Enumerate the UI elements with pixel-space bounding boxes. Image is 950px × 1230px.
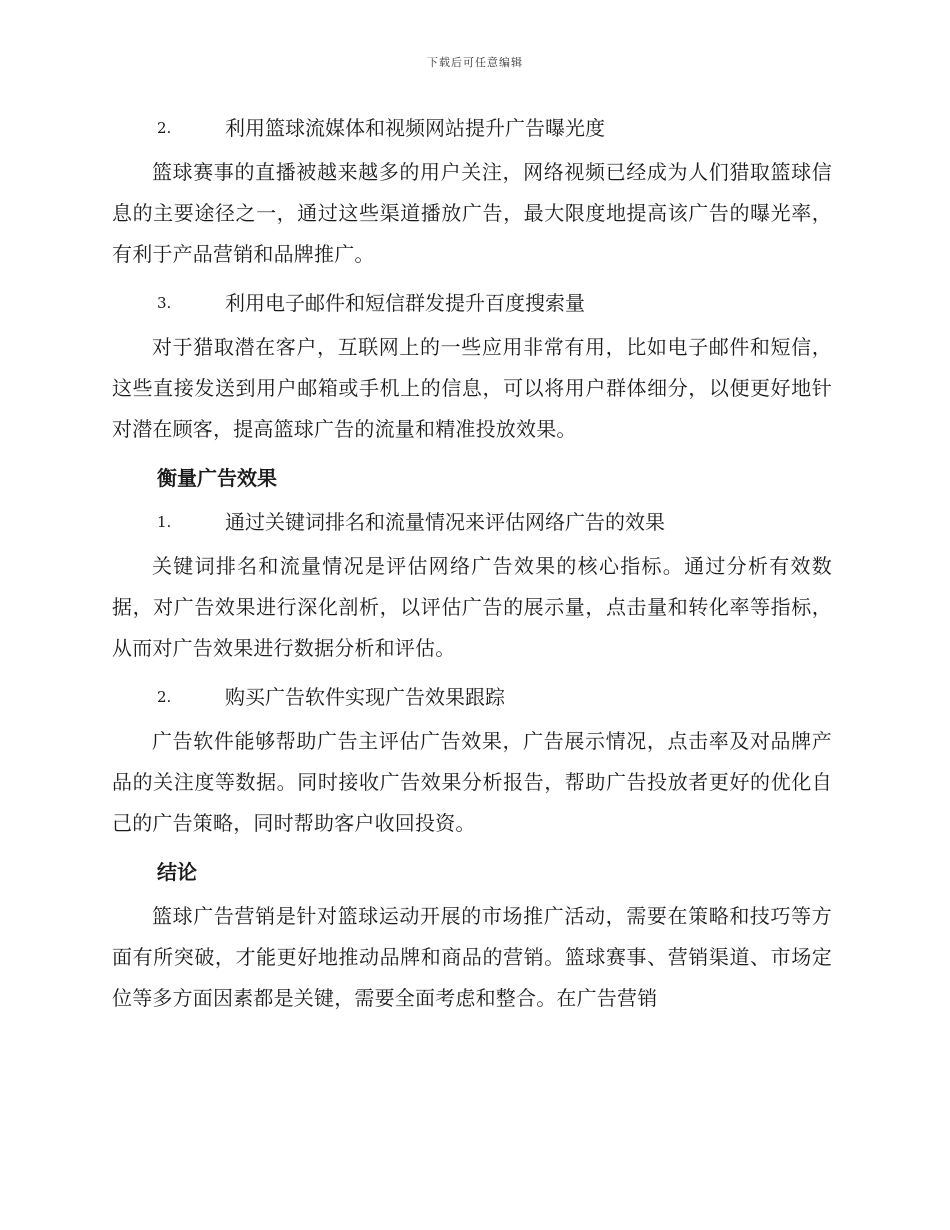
list-text: 通过关键词排名和流量情况来评估网络广告的效果	[225, 510, 665, 534]
paragraph: 对于猎取潜在客户，互联网上的一些应用非常有用，比如电子邮件和短信，这些直接发送到用户邮箱或手机上的信息，可以将用户群体细分，以便更好地针对潜在顾客，提高篮球广告的流量和精准投放效果。	[112, 335, 832, 441]
list-item	[112, 502, 832, 542]
list-item	[112, 108, 832, 148]
list-text: 购买广告软件实现广告效果跟踪	[225, 685, 505, 709]
paragraph: 广告软件能够帮助广告主评估广告效果，广告展示情况，点击率及对品牌产品的关注度等数据。同时接收广告效果分析报告，帮助广告投放者更好的优化自己的广告策略，同时帮助客户收回投资。	[112, 729, 832, 835]
list-item	[112, 677, 832, 717]
list-text: 利用篮球流媒体和视频网站提升广告曝光度	[225, 116, 605, 140]
paragraph: 关键词排名和流量情况是评估网络广告效果的核心指标。通过分析有效数据，对广告效果进行深化剖析，以评估广告的展示量，点击量和转化率等指标，从而对广告效果进行数据分析和评估。	[112, 554, 832, 660]
section-heading: 结论	[157, 860, 197, 884]
section-heading: 衡量广告效果	[157, 466, 277, 490]
list-number: 1.	[157, 513, 172, 531]
list-text: 利用电子邮件和短信群发提升百度搜索量	[225, 291, 585, 315]
page-header: 下载后可任意编辑	[427, 56, 523, 69]
paragraph: 篮球赛事的直播被越来越多的用户关注，网络视频已经成为人们猎取篮球信息的主要途径之一，通过这些渠道播放广告，最大限度地提高该广告的曝光率，有利于产品营销和品牌推广。	[112, 160, 832, 266]
list-item	[112, 283, 832, 323]
list-number: 3.	[157, 294, 172, 312]
list-number: 2.	[157, 119, 172, 137]
document-body	[112, 108, 832, 1027]
list-number: 2.	[157, 688, 172, 706]
paragraph: 篮球广告营销是针对篮球运动开展的市场推广活动，需要在策略和技巧等方面有所突破，才能更好地推动品牌和商品的营销。篮球赛事、营销渠道、市场定位等多方面因素都是关键，需要全面考虑和整合。在广告营销	[112, 904, 832, 1010]
